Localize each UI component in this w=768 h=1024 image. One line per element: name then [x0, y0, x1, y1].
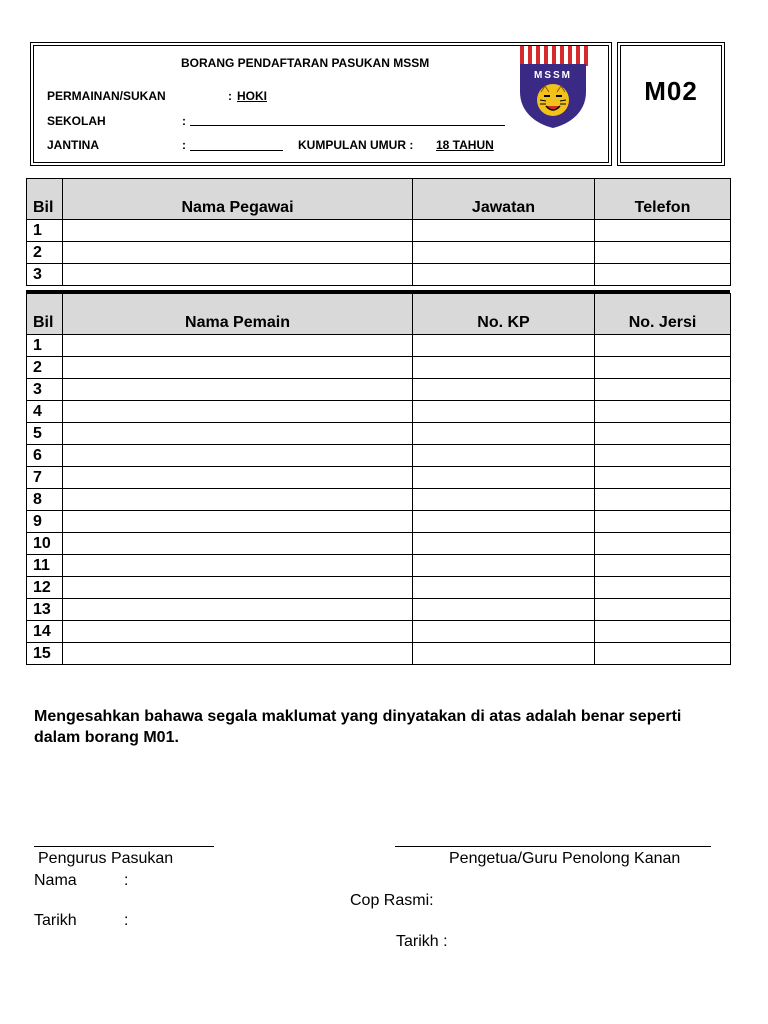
principal-signature-line[interactable] [395, 846, 711, 847]
row-number: 13 [27, 599, 63, 621]
player-name-cell[interactable] [63, 599, 413, 621]
col-bil: Bil [27, 294, 63, 335]
table-row [27, 242, 731, 264]
table-row [27, 423, 731, 445]
row-number: 5 [27, 423, 63, 445]
row-number: 8 [27, 489, 63, 511]
table-row [27, 489, 731, 511]
school-colon: : [182, 114, 186, 128]
position-cell[interactable] [413, 264, 595, 286]
table-row [27, 643, 731, 665]
official-name-cell[interactable] [63, 220, 413, 242]
ic-number-cell[interactable] [413, 467, 595, 489]
ic-number-cell[interactable] [413, 379, 595, 401]
row-number: 6 [27, 445, 63, 467]
ic-number-cell[interactable] [413, 511, 595, 533]
principal-date-label: Tarikh : [396, 933, 448, 950]
row-number: 11 [27, 555, 63, 577]
gender-field-line[interactable] [190, 150, 283, 151]
jersey-number-cell[interactable] [595, 599, 731, 621]
table-row [27, 220, 731, 242]
row-number: 15 [27, 643, 63, 665]
table-row [27, 445, 731, 467]
ic-number-cell[interactable] [413, 401, 595, 423]
sport-colon: : [228, 89, 232, 103]
form-code: M02 [644, 76, 698, 106]
jersey-number-cell[interactable] [595, 577, 731, 599]
manager-title: Pengurus Pasukan [38, 850, 174, 867]
jersey-number-cell[interactable] [595, 423, 731, 445]
jersey-number-cell[interactable] [595, 533, 731, 555]
row-number: 7 [27, 467, 63, 489]
row-number: 3 [27, 264, 63, 286]
row-number: 1 [27, 335, 63, 357]
jersey-number-cell[interactable] [595, 335, 731, 357]
ic-number-cell[interactable] [413, 335, 595, 357]
col-ic-number: No. KP [413, 294, 595, 335]
sport-label: PERMAINAN/SUKAN [47, 89, 166, 103]
player-name-cell[interactable] [63, 401, 413, 423]
school-field-line[interactable] [190, 125, 505, 126]
name-label: Nama [34, 872, 77, 889]
table-row [27, 401, 731, 423]
col-player-name: Nama Pemain [63, 294, 413, 335]
player-name-cell[interactable] [63, 335, 413, 357]
school-label: SEKOLAH [47, 114, 106, 128]
jersey-number-cell[interactable] [595, 489, 731, 511]
player-name-cell[interactable] [63, 445, 413, 467]
name-colon: : [124, 872, 129, 889]
jersey-number-cell[interactable] [595, 401, 731, 423]
row-number: 3 [27, 379, 63, 401]
phone-cell[interactable] [595, 220, 731, 242]
row-number: 2 [27, 357, 63, 379]
date-label: Tarikh [34, 912, 77, 929]
row-number: 14 [27, 621, 63, 643]
players-header-row [27, 294, 731, 335]
player-name-cell[interactable] [63, 555, 413, 577]
ic-number-cell[interactable] [413, 533, 595, 555]
col-phone: Telefon [595, 179, 731, 220]
position-cell[interactable] [413, 220, 595, 242]
jersey-number-cell[interactable] [595, 445, 731, 467]
age-group-label: KUMPULAN UMUR : [298, 138, 414, 152]
official-name-cell[interactable] [63, 264, 413, 286]
confirmation-text: Mengesahkan bahawa segala maklumat yang dinyatakan di atas adalah benar seperti dalam borang M01. [34, 708, 682, 746]
row-number: 4 [27, 401, 63, 423]
player-name-cell[interactable] [63, 357, 413, 379]
table-row [27, 335, 731, 357]
mssm-tiger-crest-icon [516, 46, 590, 128]
gender-colon: : [182, 138, 186, 152]
logo-text: MSSM [534, 70, 572, 81]
col-bil: Bil [27, 179, 63, 220]
phone-cell[interactable] [595, 264, 731, 286]
row-number: 1 [27, 220, 63, 242]
row-number: 12 [27, 577, 63, 599]
ic-number-cell[interactable] [413, 577, 595, 599]
position-cell[interactable] [413, 242, 595, 264]
col-position: Jawatan [413, 179, 595, 220]
player-name-cell[interactable] [63, 379, 413, 401]
player-name-cell[interactable] [63, 643, 413, 665]
table-row [27, 264, 731, 286]
jersey-number-cell[interactable] [595, 621, 731, 643]
form-title: BORANG PENDAFTARAN PASUKAN MSSM [181, 56, 430, 70]
table-row [27, 621, 731, 643]
ic-number-cell[interactable] [413, 423, 595, 445]
table-row [27, 533, 731, 555]
manager-signature-line[interactable] [34, 846, 214, 847]
player-name-cell[interactable] [63, 533, 413, 555]
col-jersey-number: No. Jersi [595, 294, 731, 335]
age-group-value: 18 TAHUN [436, 138, 494, 152]
col-official-name: Nama Pegawai [63, 179, 413, 220]
sport-value: HOKI [237, 89, 267, 103]
jersey-number-cell[interactable] [595, 379, 731, 401]
principal-title: Pengetua/Guru Penolong Kanan [449, 850, 681, 867]
jersey-number-cell[interactable] [595, 357, 731, 379]
ic-number-cell[interactable] [413, 489, 595, 511]
stamp-label: Cop Rasmi: [350, 892, 434, 909]
players-table [26, 293, 731, 665]
ic-number-cell[interactable] [413, 643, 595, 665]
ic-number-cell[interactable] [413, 357, 595, 379]
officials-table [26, 178, 731, 286]
ic-number-cell[interactable] [413, 445, 595, 467]
table-row [27, 577, 731, 599]
table-row [27, 599, 731, 621]
phone-cell[interactable] [595, 242, 731, 264]
ic-number-cell[interactable] [413, 621, 595, 643]
row-number: 2 [27, 242, 63, 264]
player-name-cell[interactable] [63, 577, 413, 599]
player-name-cell[interactable] [63, 511, 413, 533]
jersey-number-cell[interactable] [595, 511, 731, 533]
form-code-box [617, 42, 725, 166]
table-row [27, 379, 731, 401]
official-name-cell[interactable] [63, 242, 413, 264]
jersey-number-cell[interactable] [595, 555, 731, 577]
jersey-number-cell[interactable] [595, 467, 731, 489]
officials-header-row [27, 179, 731, 220]
gender-label: JANTINA [47, 138, 100, 152]
player-name-cell[interactable] [63, 621, 413, 643]
player-name-cell[interactable] [63, 467, 413, 489]
jersey-number-cell[interactable] [595, 643, 731, 665]
table-row [27, 511, 731, 533]
row-number: 10 [27, 533, 63, 555]
player-name-cell[interactable] [63, 423, 413, 445]
row-number: 9 [27, 511, 63, 533]
player-name-cell[interactable] [63, 489, 413, 511]
ic-number-cell[interactable] [413, 555, 595, 577]
table-row [27, 357, 731, 379]
table-row [27, 467, 731, 489]
ic-number-cell[interactable] [413, 599, 595, 621]
date-colon: : [124, 912, 129, 929]
table-row [27, 555, 731, 577]
